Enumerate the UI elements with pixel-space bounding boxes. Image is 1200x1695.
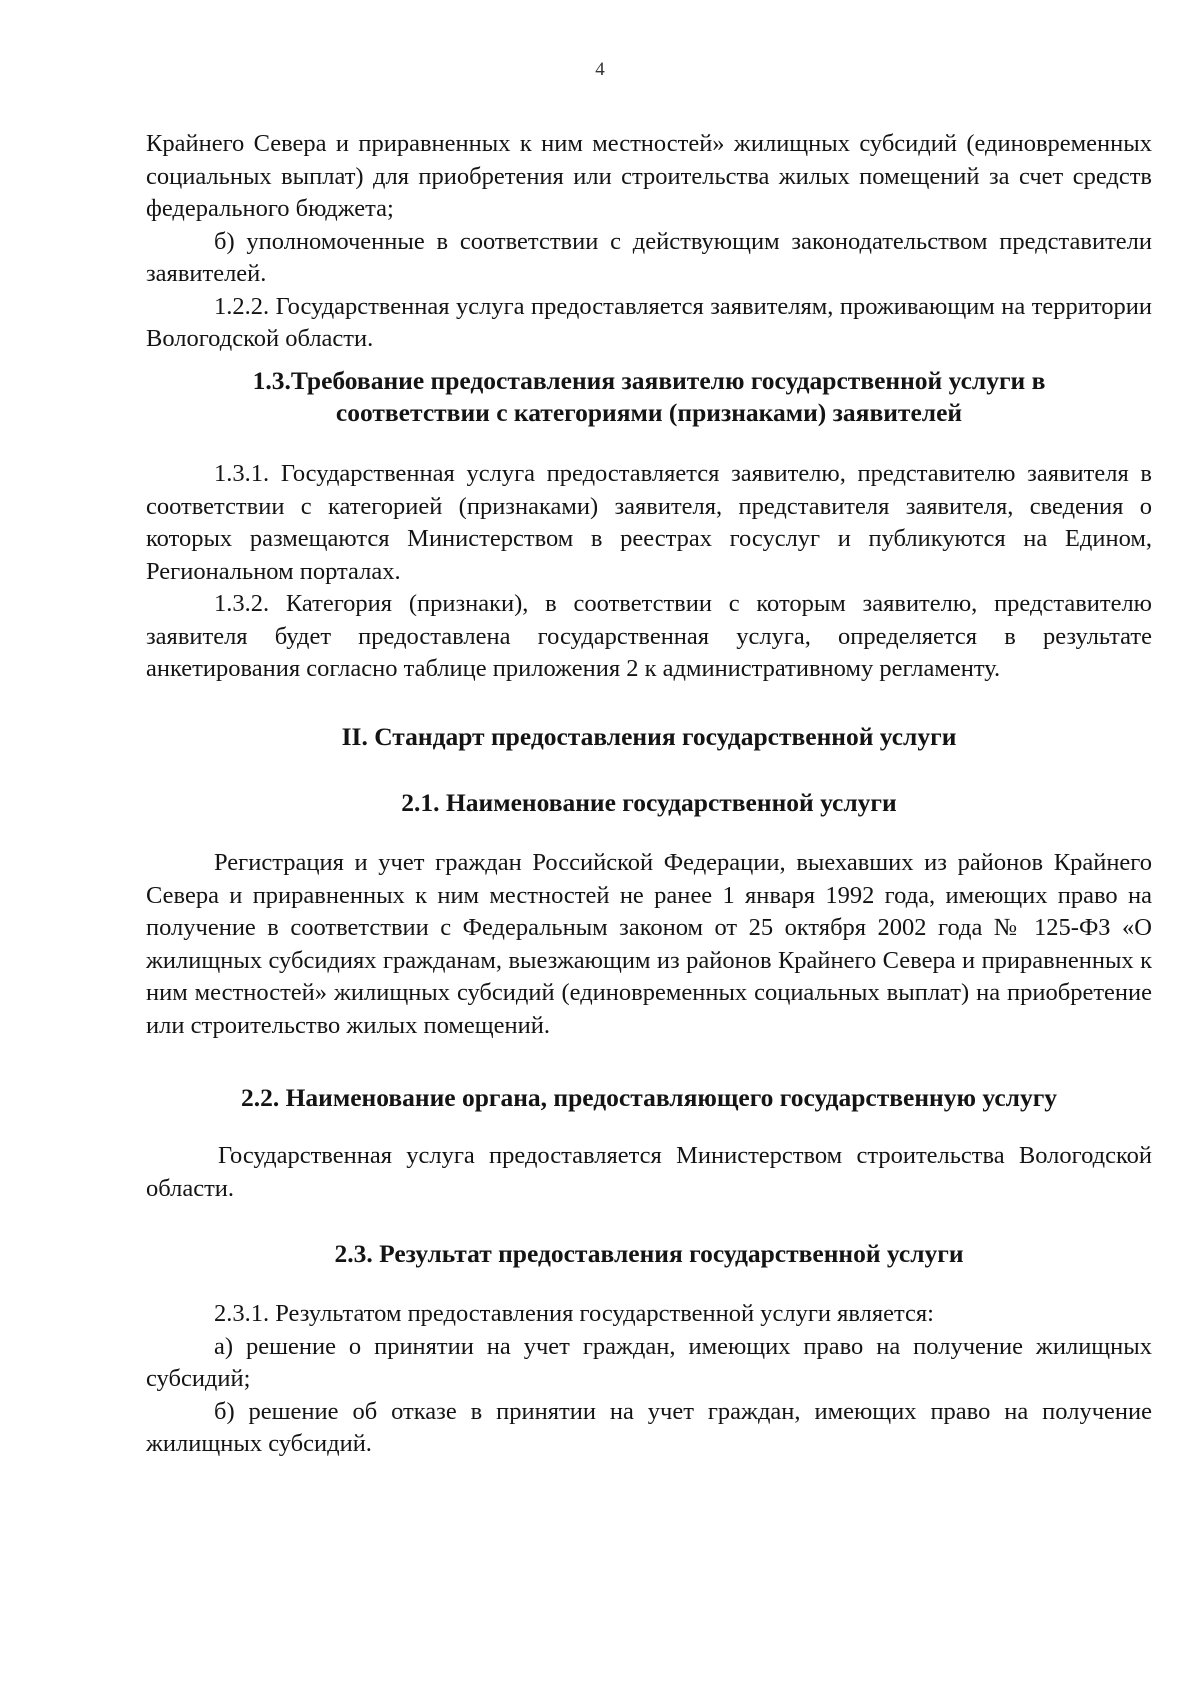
- section-2-3-body: [146, 1298, 1152, 1461]
- section-2-3-heading-text: 2.3. Результат предоставления государственной услуги: [334, 1239, 964, 1268]
- section-2-2-heading-text: 2.2. Наименование органа, предоставляющего государственную услугу: [240, 1083, 1058, 1112]
- section-2-1-heading: [146, 787, 1152, 819]
- page-number: 4: [595, 59, 605, 80]
- section-2-2-heading: [146, 1082, 1152, 1114]
- section-2-3-heading: [146, 1238, 1152, 1270]
- paragraph-2-3-1-a: а) решение о принятии на учет граждан, имеющих право на получение жилищных субсидий;: [146, 1332, 1152, 1392]
- section-2-2-body: [146, 1140, 1152, 1205]
- section-1-3-heading-line2: соответствии с категориями (признаками) заявителей: [335, 398, 963, 427]
- section-2-heading-text: II. Стандарт предоставления государственной услуги: [341, 722, 957, 751]
- section-2-heading: [146, 721, 1152, 753]
- paragraph-continuation: Крайнего Севера и приравненных к ним местностей» жилищных субсидий (единовременных социальных выплат) для приобретения или строительства жилых помещений за счет средств федерального бюджета;: [146, 130, 1152, 222]
- section-1-3-body: [146, 458, 1152, 686]
- paragraph-2-1: Регистрация и учет граждан Российской Федерации, выехавших из районов Крайнего Севера и приравненных к ним местностей не ранее 1 января 1992 года, имеющих право на получение в соответствии с Федеральным законом от 25 октября 2002 года № 125-ФЗ «О жилищных субсидиях гражданам, выезжающим из районов Крайнего Севера и приравненных к ним местностей» жилищных субсидий (единовременных социальных выплат) на приобретение или строительство жилых помещений.: [146, 849, 1152, 1039]
- paragraph-2-3-1-b: б) решение об отказе в принятии на учет граждан, имеющих право на получение жилищных субсидий.: [146, 1397, 1152, 1457]
- section-1-3-heading: [146, 365, 1152, 429]
- paragraph-1-2-2: 1.2.2. Государственная услуга предоставляется заявителям, проживающим на территории Вологодской области.: [146, 292, 1152, 352]
- intro-paragraphs: [146, 128, 1152, 356]
- section-2-1-body: [146, 847, 1152, 1042]
- paragraph-1-3-1: 1.3.1. Государственная услуга предоставляется заявителю, представителю заявителя в соответствии с категорией (признаками) заявителя, представителя заявителя, сведения о которых размещаются Министерством в реестрах госуслуг и публикуются на Едином, Региональном порталах.: [146, 460, 1152, 585]
- section-2-1-heading-text: 2.1. Наименование государственной услуги: [401, 788, 897, 817]
- section-1-3-heading-line1: 1.3.Требование предоставления заявителю государственной услуги в: [252, 366, 1046, 395]
- paragraph-item-b: б) уполномоченные в соответствии с действующим законодательством представители заявителей.: [146, 227, 1152, 287]
- paragraph-1-3-2: 1.3.2. Категория (признаки), в соответствии с которым заявителю, представителю заявителя будет предоставлена государственная услуга, определяется в результате анкетирования согласно таблице приложения 2 к административному регламенту.: [146, 590, 1152, 682]
- paragraph-2-2: Государственная услуга предоставляется Министерством строительства Вологодской области.: [146, 1142, 1152, 1202]
- paragraph-2-3-1: 2.3.1. Результатом предоставления государственной услуги является:: [214, 1300, 934, 1327]
